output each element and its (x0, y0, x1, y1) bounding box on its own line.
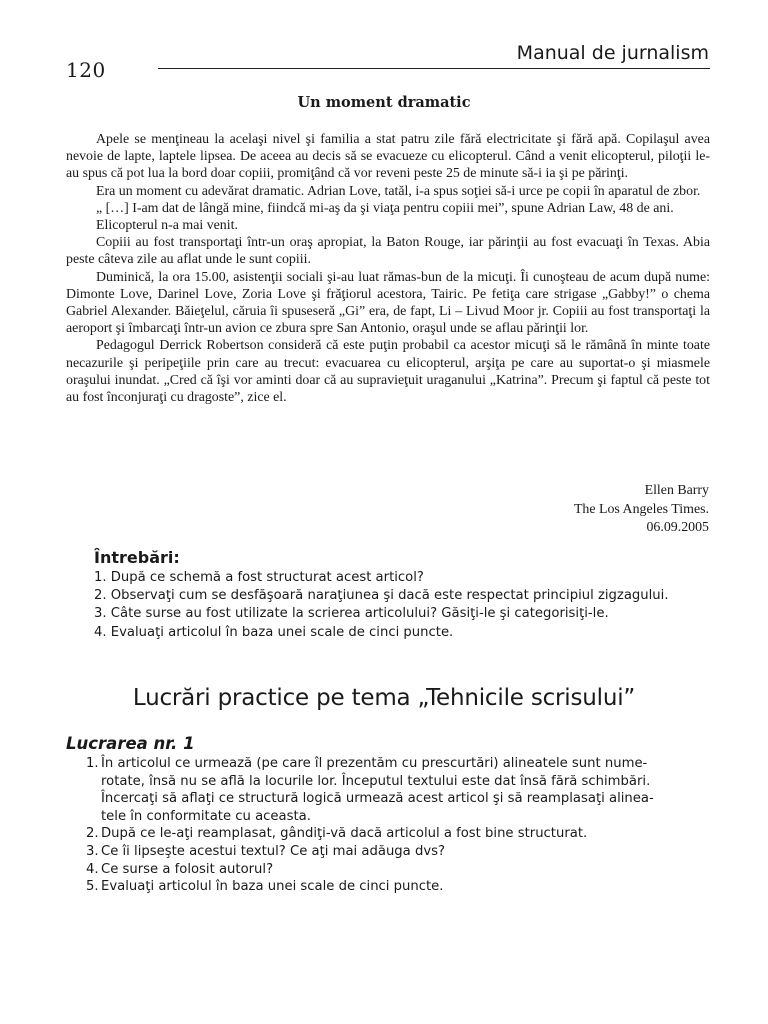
article-paragraph: Pedagogul Derrick Robertson consideră că este puţin probabil ca acestor micuţi să le rămână în minte toate necazurile şi peripeţiile prin care au trecut: evacuarea cu elicopterul, arşiţa pe care au suportat-o şi miasmele oraşului inundat. „Cred că îşi vor aminti doar că au supravieţuit uraganului „Katrina”. Precum şi faptul că peste tot au fost înconjuraţi cu dragoste”, zice el. (66, 338, 710, 406)
article-paragraph: Duminică, la ora 15.00, asistenţii sociali şi-au luat rămas-bun de la micuţi. Îi cunoşteau de acum după nume: Dimonte Love, Darinel Love, Zoria Love şi frăţiorul acestora, Tairic. Pe fetiţa care strigase „Gabby!” o chema Gabriel Alexander. Băieţelul, căruia îi spuseseră „Gi” era, de fapt, Li – Livud Moor jr. Copiii au fost transportaţi la aeroport şi îmbarcaţi într-un avion ce zbura spre San Antonio, oraşul unde se aflau părinţii lor. (66, 269, 710, 337)
task-text-line: În articolul ce urmează (pe care îl prezentăm cu prescurtări) alineatele sunt nume- (101, 756, 648, 771)
question-item: 2. Observaţi cum se desfăşoară naraţiunea şi dacă este respectat principiul zigzagului. (94, 588, 669, 604)
article-paragraph: „ […] I-am dat de lângă mine, fiindcă mi-aş da şi viaţa pentru copiii mei”, spune Adrian Law, 48 de ani. (96, 200, 674, 216)
questions-block (94, 548, 714, 642)
article-date: 06.09.2005 (646, 520, 709, 536)
task-text: Ce surse a folosit autorul? (101, 861, 274, 877)
task-number: 2. (86, 826, 99, 842)
article-body (66, 131, 710, 406)
header-rule (158, 68, 710, 69)
task-item (86, 825, 710, 843)
task-list (86, 755, 710, 896)
task-item (86, 878, 710, 896)
task-text: Evaluaţi articolul în baza unei scale de cinci puncte. (101, 879, 444, 895)
article-paragraph: Era un moment cu adevărat dramatic. Adrian Love, tatăl, i-a spus soţiei să-i urce pe copii în aparatul de zbor. (96, 183, 701, 199)
task-text: După ce le-aţi reamplasat, gândiţi-vă dacă articolul a fost bine structurat. (101, 826, 588, 842)
task-item (86, 843, 710, 861)
questions-heading: Întrebări: (94, 548, 180, 567)
task-item (86, 861, 710, 879)
task-text-line: rotate, însă nu se află la locurile lor. Începutul textului este dat însă fără schimbări. (101, 773, 651, 789)
page-number: 120 (66, 58, 106, 82)
article-paragraph: Apele se menţineau la acelaşi nivel şi familia a stat patru zile fără electricitate şi fără apă. Copilaşul avea nevoie de lapte, laptele lipsea. De aceea au decis să se evacueze cu elicopterul. Când a venit elicopterul, piloţii le-au spus că pot lua la bord doar copiii, promiţând că vor reveni peste 25 de minute să-i ia şi pe părinţi. (66, 132, 710, 182)
article-source: The Los Angeles Times. (573, 501, 709, 517)
task-number: 4. (86, 861, 99, 877)
article-author: Ellen Barry (644, 483, 709, 498)
article-signature (574, 482, 709, 538)
task-text (101, 755, 710, 825)
task-text: Ce îi lipseşte acestui textul? Ce aţi mai adăuga dvs? (101, 843, 445, 859)
task-item (86, 755, 710, 825)
article-paragraph: Elicopterul n-a mai venit. (96, 218, 238, 234)
question-item: 3. Câte surse au fost utilizate la scrierea articolului? Găsiţi-le şi categorisiţi-le. (94, 606, 609, 622)
task-number: 3. (86, 843, 99, 859)
question-item: 1. După ce schemă a fost structurat acest articol? (94, 570, 424, 585)
article-title: Un moment dramatic (297, 94, 471, 111)
running-title: Manual de jurnalism (516, 42, 709, 64)
lucrarea-heading: Lucrarea nr. 1 (66, 734, 195, 753)
task-number: 5. (86, 879, 99, 895)
task-text-line: tele în conformitate cu aceasta. (101, 808, 311, 824)
article-paragraph: Copiii au fost transportaţi într-un oraş apropiat, la Baton Rouge, iar părinţii au fost evacuaţi în Texas. Abia peste câteva zile au aflat unde le sunt copiii. (66, 235, 710, 268)
section-title: Lucrări practice pe tema „Tehnicile scrisului” (132, 685, 636, 711)
task-number: 1. (86, 756, 99, 771)
question-item: 4. Evaluaţi articolul în baza unei scale de cinci puncte. (94, 624, 454, 640)
task-text-line: Încercaţi să aflaţi ce structură logică urmează acest articol şi să reamplasaţi alinea- (101, 791, 654, 807)
